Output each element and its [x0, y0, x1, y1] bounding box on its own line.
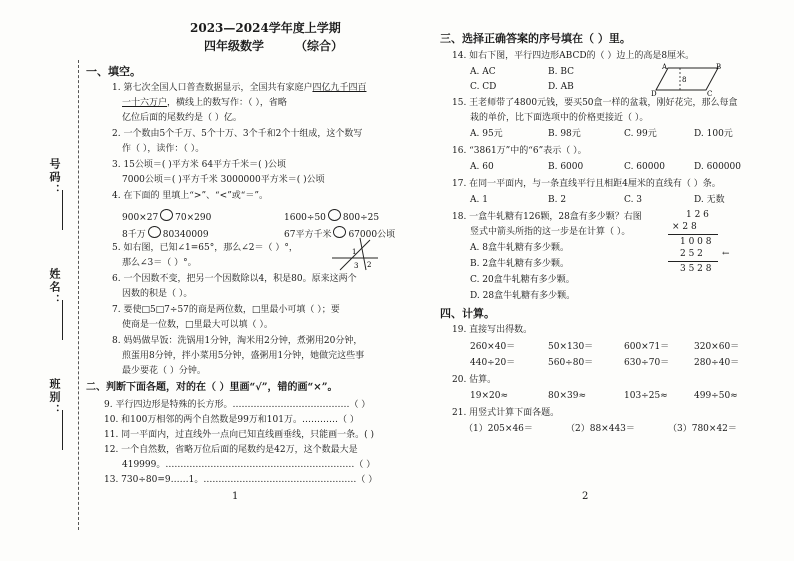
q17-option-b: B. 2	[548, 195, 567, 205]
class-line	[62, 410, 63, 450]
q21-item-2: （2）88×443＝	[566, 424, 635, 434]
q8-line1: 8. 妈妈做早饭：洗锅用1分钟，淘米用2分钟，煮粥用20分钟，	[112, 336, 363, 346]
section-3-heading: 三、选择正确答案的序号填在（ ）里。	[440, 32, 631, 45]
vertex-b-label: B	[716, 63, 722, 71]
q7-line2: 使商是一位数，□里最大可以填（ ）。	[122, 320, 273, 330]
q12-line1: 12. 一个自然数，省略万位后面的尾数约是42万，这个数最大是	[104, 445, 358, 455]
q16-option-b: B. 6000	[548, 162, 584, 172]
q4-row1b: 1600÷50 800÷25	[284, 209, 379, 223]
q4-row1: 900×27 70×290	[122, 209, 211, 223]
q19-item: 630÷70＝	[624, 358, 670, 368]
q10-line: 10. 和100万相邻的两个自然数是99万和101万。…………（ ）	[104, 415, 359, 425]
q19-item: 260×40＝	[470, 342, 516, 352]
q20-item: 103÷25≈	[624, 391, 668, 401]
vmul-line-4: 2 5 2	[680, 249, 703, 259]
vmul-line-2: × 2 8	[672, 222, 697, 232]
q14-option-c: C. CD	[470, 82, 497, 92]
q15-line2: 栽的单价，比下面选项中的价格更接近（ ）。	[470, 113, 649, 123]
q17-option-c: C. 3	[624, 195, 643, 205]
vertex-c-label: C	[707, 90, 713, 96]
q7-line1: 7. 要使□5□7÷57的商是两位数，□里最小可填（ ）；要	[112, 305, 340, 315]
number-label: 号码：	[48, 158, 61, 197]
q2-line1: 2. 一个数由5个千万、5个十万、3个千和2个十组成，这个数写	[112, 129, 363, 139]
parallelogram-figure	[650, 62, 722, 96]
vmul-line-5: 3 5 2 8	[680, 264, 712, 274]
apple-icon	[160, 209, 173, 221]
exam-year-title: 2023—2024学年度上学期	[190, 21, 341, 35]
q6-line2: 因数的积是（ ）。	[122, 289, 193, 299]
page-number-2: 2	[582, 491, 589, 502]
angle-3-label: 3	[354, 262, 359, 270]
q18-option-d: D. 28盒牛轧糖有多少颗。	[470, 291, 576, 301]
vertex-a-label: A	[662, 63, 668, 71]
q4-row2: 8千万 80340009	[122, 226, 209, 240]
q18-option-c: C. 20盒牛轧糖有多少颗。	[470, 275, 575, 285]
height-label: 8	[682, 76, 687, 84]
q4-line: 4. 在下面的 里填上“>”、“<”或“＝”。	[112, 191, 268, 201]
number-line	[62, 190, 63, 230]
q19-item: 560÷80＝	[548, 358, 594, 368]
q18-option-b: B. 2盒牛轧糖有多少颗。	[470, 259, 570, 269]
q13-line: 13. 730÷80=9……1。……………………………………………（ ）	[104, 475, 378, 485]
q12-line2: 419999。………………………………………………………（ ）	[122, 460, 376, 470]
q21-item-3: （3）780×42＝	[668, 424, 737, 434]
q20-item: 19×20≈	[470, 391, 508, 401]
q14-line: 14. 如右下图，平行四边形ABCD的（ ）边上的高是8厘米。	[452, 51, 695, 61]
q5-line2: 那么∠3＝（ ）°。	[122, 258, 197, 268]
vmul-line-1: 1 2 6	[686, 210, 709, 220]
q16-option-d: D. 600000	[694, 162, 741, 172]
q21-line: 21. 用竖式计算下面各题。	[452, 408, 560, 418]
q8-line2: 煎蛋用8分钟，拌小菜用5分钟，盛粥用1分钟，她做完这些事	[122, 351, 365, 361]
angle-1-label: 1	[352, 248, 357, 256]
q4-row2b: 67平方千米 67000公顷	[284, 226, 395, 240]
q3-line1: 3. 15公顷＝( )平方米 64平方千米＝( )公顷	[112, 160, 286, 170]
section-2-heading: 二、判断下面各题，对的在（ ）里画“√”，错的画“×”。	[86, 382, 338, 393]
q14-option-a: A. AC	[470, 67, 496, 77]
vmul-rule-1	[668, 234, 718, 235]
q16-option-c: C. 60000	[624, 162, 665, 172]
q18-option-a: A. 8盒牛轧糖有多少颗。	[470, 243, 569, 253]
exam-subject-title: 四年级数学	[204, 39, 265, 53]
q17-option-a: A. 1	[470, 195, 488, 205]
angle-figure	[330, 236, 380, 272]
vmul-rule-2	[668, 261, 718, 262]
q19-item: 280÷40＝	[694, 358, 740, 368]
q19-item: 320×60＝	[694, 342, 740, 352]
q9-line: 9. 平行四边形是特殊的长方形。…………………………………（ ）	[104, 400, 371, 410]
q15-option-d: D. 100元	[694, 129, 733, 139]
angle-2-label: 2	[367, 261, 372, 269]
q18-line1: 18. 一盒牛轧糖有126颗，28盒有多少颗？右图	[452, 212, 642, 222]
vertex-d-label: D	[651, 90, 657, 96]
q5-line1: 5. 如右图，已知∠1=65°，那么∠2＝（ ）°，	[112, 243, 298, 253]
q14-option-d: D. AB	[548, 82, 574, 92]
section-1-heading: 一、填空。	[86, 65, 141, 78]
q1-line1: 1. 第七次全国人口普查数据显示，全国共有家庭户四亿九千四百	[112, 83, 367, 93]
q8-line3: 最少要花（ ）分钟。	[122, 366, 206, 376]
q6-line1: 6. 一个因数不变，把另一个因数除以4，积是80。原来这两个	[112, 274, 357, 284]
q16-option-a: A. 60	[470, 162, 494, 172]
q2-line2: 作（ ），读作：（ ）。	[122, 144, 205, 154]
q15-option-b: B. 98元	[548, 129, 581, 139]
q21-item-1: （1）205×46＝	[464, 424, 533, 434]
q16-line: 16. “3861万”中的“6”表示（ ）。	[452, 146, 587, 156]
name-label: 姓名：	[48, 268, 61, 307]
q19-item: 600×71＝	[624, 342, 670, 352]
q11-line: 11. 同一平面内，过直线外一点向已知直线画垂线，只能画一条。( )	[104, 430, 375, 440]
apple-icon	[328, 209, 341, 221]
q1-line3: 亿位后面的尾数约是（ ）亿。	[122, 113, 242, 123]
q15-line1: 15. 王老师带了4800元钱，要买50盒一样的盆栽，刚好花完，那么每盒	[452, 98, 738, 108]
q14-option-b: B. BC	[548, 67, 575, 77]
q20-line: 20. 估算。	[452, 375, 497, 385]
section-4-heading: 四、计算。	[440, 307, 495, 320]
arrow-icon: ←	[722, 249, 730, 259]
q15-option-c: C. 99元	[624, 129, 657, 139]
exam-type-title: （综合）	[295, 39, 344, 53]
q19-item: 440÷20＝	[470, 358, 516, 368]
q1-line2: 一十六万户，横线上的数写作：（ ），省略	[122, 98, 287, 108]
q15-option-a: A. 95元	[470, 129, 503, 139]
class-label: 班别：	[48, 378, 61, 417]
binding-line	[78, 60, 79, 530]
q20-item: 499÷50≈	[694, 391, 738, 401]
q17-line: 17. 在同一平面内，与一条直线平行且相距4厘米的直线有（ ）条。	[452, 179, 721, 189]
q19-item: 50×130＝	[548, 342, 594, 352]
vmul-line-3: 1 0 0 8	[680, 237, 712, 247]
q18-line2: 竖式中箭头所指的这一步是在计算（ ）。	[470, 227, 631, 237]
name-line	[62, 300, 63, 340]
q19-line: 19. 直接写出得数。	[452, 325, 533, 335]
apple-icon	[148, 226, 161, 238]
page-number-1: 1	[232, 491, 239, 502]
q17-option-d: D. 无数	[694, 195, 725, 205]
q3-line2: 7000公顷＝( )平方千米 3000000平方米＝( )公顷	[122, 175, 325, 185]
q20-item: 80×39≈	[548, 391, 586, 401]
